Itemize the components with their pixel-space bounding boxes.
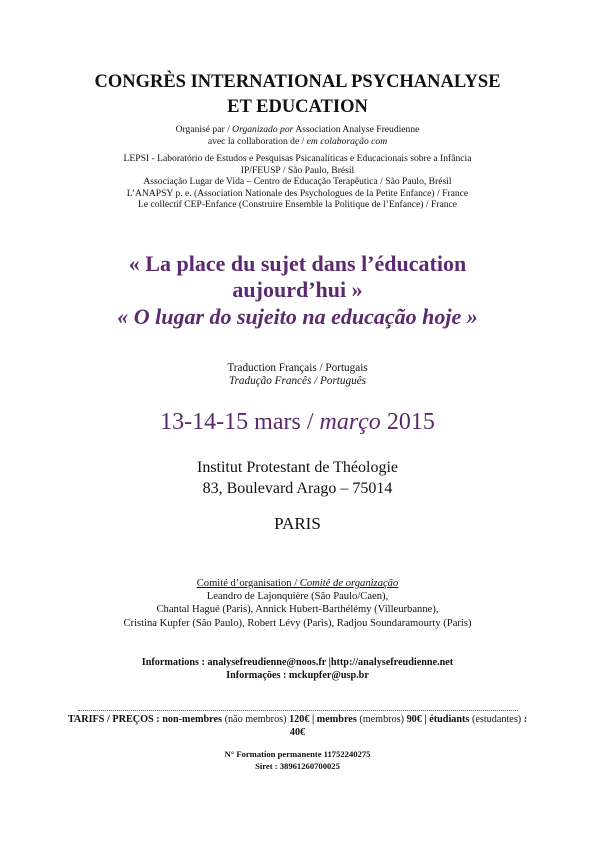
venue-address: 83, Boulevard Arago – 75014 <box>202 479 393 497</box>
venue-block <box>0 458 595 499</box>
committee-member-line: Chantal Hagué (Paris), Annick Hubert-Barthélémy (Villeurbanne), <box>156 604 439 616</box>
committee-heading <box>0 577 595 590</box>
organizer-name: Association Analyse Freudienne <box>293 124 420 135</box>
collab-pt: em colaboração com <box>306 135 388 147</box>
tarif-members-price: 90€ | <box>404 714 430 725</box>
dates-separator: / <box>300 409 320 435</box>
tarif-nonmembers-pt: (não membros) <box>224 714 287 725</box>
partner-item: L’ANAPSY p. e. (Association Nationale des Psychologues de la Petite Enfance) / France <box>126 187 469 199</box>
organized-pt: Organizado por <box>232 124 294 135</box>
dotted-divider <box>78 710 518 711</box>
tarif-students: étudiants <box>429 714 470 725</box>
committee-member-line: Cristina Kupfer (São Paulo), Robert Lévy (Paris), Radjou Soundaramourty (Paris) <box>123 617 472 629</box>
contact-label-pt: Informaçōes : <box>226 670 289 682</box>
contact-label-fr: Informations : <box>141 657 208 668</box>
venue-city: PARIS <box>274 514 321 533</box>
contact-block <box>0 656 595 682</box>
congress-title <box>0 70 595 120</box>
committee-member-line: Leandro de Lajonquière (São Paulo/Caen), <box>206 591 389 603</box>
committee-head-pt: Comitê de organização <box>299 578 399 589</box>
partner-item: Le collectif CEP-Enfance (Construire Ensemble la Politique de l’Enfance) / France <box>137 199 458 210</box>
contact-email-fr[interactable]: analysefreudienne@noos.fr |http://analysefreudienne.net <box>207 657 454 668</box>
venue-name: Institut Protestant de Théologie <box>196 459 398 476</box>
dates-days: 13-14-15 mars <box>160 409 301 435</box>
tarif-students-pt: (estudantes) <box>471 714 522 725</box>
partner-item: IP/FEUSP / São Paulo, Brésil <box>240 164 355 176</box>
formation-number: N° Formation permanente 11752240275 <box>224 749 371 759</box>
theme-pt-line: « O lugar do sujeito na educação hoje » <box>117 304 478 329</box>
tarif-nonmembers-price: 120€ | <box>286 714 317 725</box>
committee-block <box>0 577 595 630</box>
event-dates <box>0 407 595 437</box>
formation-block <box>0 749 595 772</box>
organized-fr: Organisé par / <box>175 124 233 135</box>
siret-number: Siret : 38961260700025 <box>255 760 340 771</box>
translation-fr: Traduction Français / Portugais <box>227 362 368 374</box>
dates-year: 2015 <box>380 409 435 435</box>
tarif-students-price: : 40€ <box>289 714 528 739</box>
translation-note <box>0 362 595 387</box>
contact-pt-line <box>0 669 595 682</box>
collab-fr: avec la collaboration de / <box>207 135 307 147</box>
title-line-1: CONGRÈS INTERNATIONAL PSYCHANALYSE <box>94 72 501 92</box>
theme-fr-line-1: « La place du sujet dans l’éducation <box>128 251 467 276</box>
tarif-members-pt: (membros) <box>359 714 405 725</box>
dates-month-pt: março <box>319 409 381 435</box>
theme-block <box>0 251 595 331</box>
title-line-2: ET EDUCATION <box>227 97 368 117</box>
tarifs-block <box>60 713 535 739</box>
tarif-members: membres <box>316 714 357 725</box>
committee-head-fr: Comité d’organisation / <box>196 578 300 589</box>
organized-by-line <box>0 124 595 136</box>
translation-pt: Tradução Francês / Português <box>228 374 367 387</box>
partner-item: LEPSI - Laboratório de Estudos e Pesquisas Psicanalíticas e Educacionais sobre a Infância <box>123 153 472 164</box>
organizers-block <box>0 124 595 211</box>
partner-item: Associação Lugar de Vida – Centro de Educação Terapêutica / São Paulo, Brésil <box>143 176 452 187</box>
collaboration-line <box>0 136 595 148</box>
tarif-nonmembers: non-membres <box>162 714 223 725</box>
theme-fr-line-2: aujourd’hui » <box>232 277 363 302</box>
tarifs-label: TARIFS / PREÇOS <box>67 714 154 725</box>
tarifs-sep: : <box>153 714 163 725</box>
contact-email-pt[interactable]: mckupfer@usp.br <box>288 670 369 682</box>
contact-fr-line <box>0 656 595 669</box>
